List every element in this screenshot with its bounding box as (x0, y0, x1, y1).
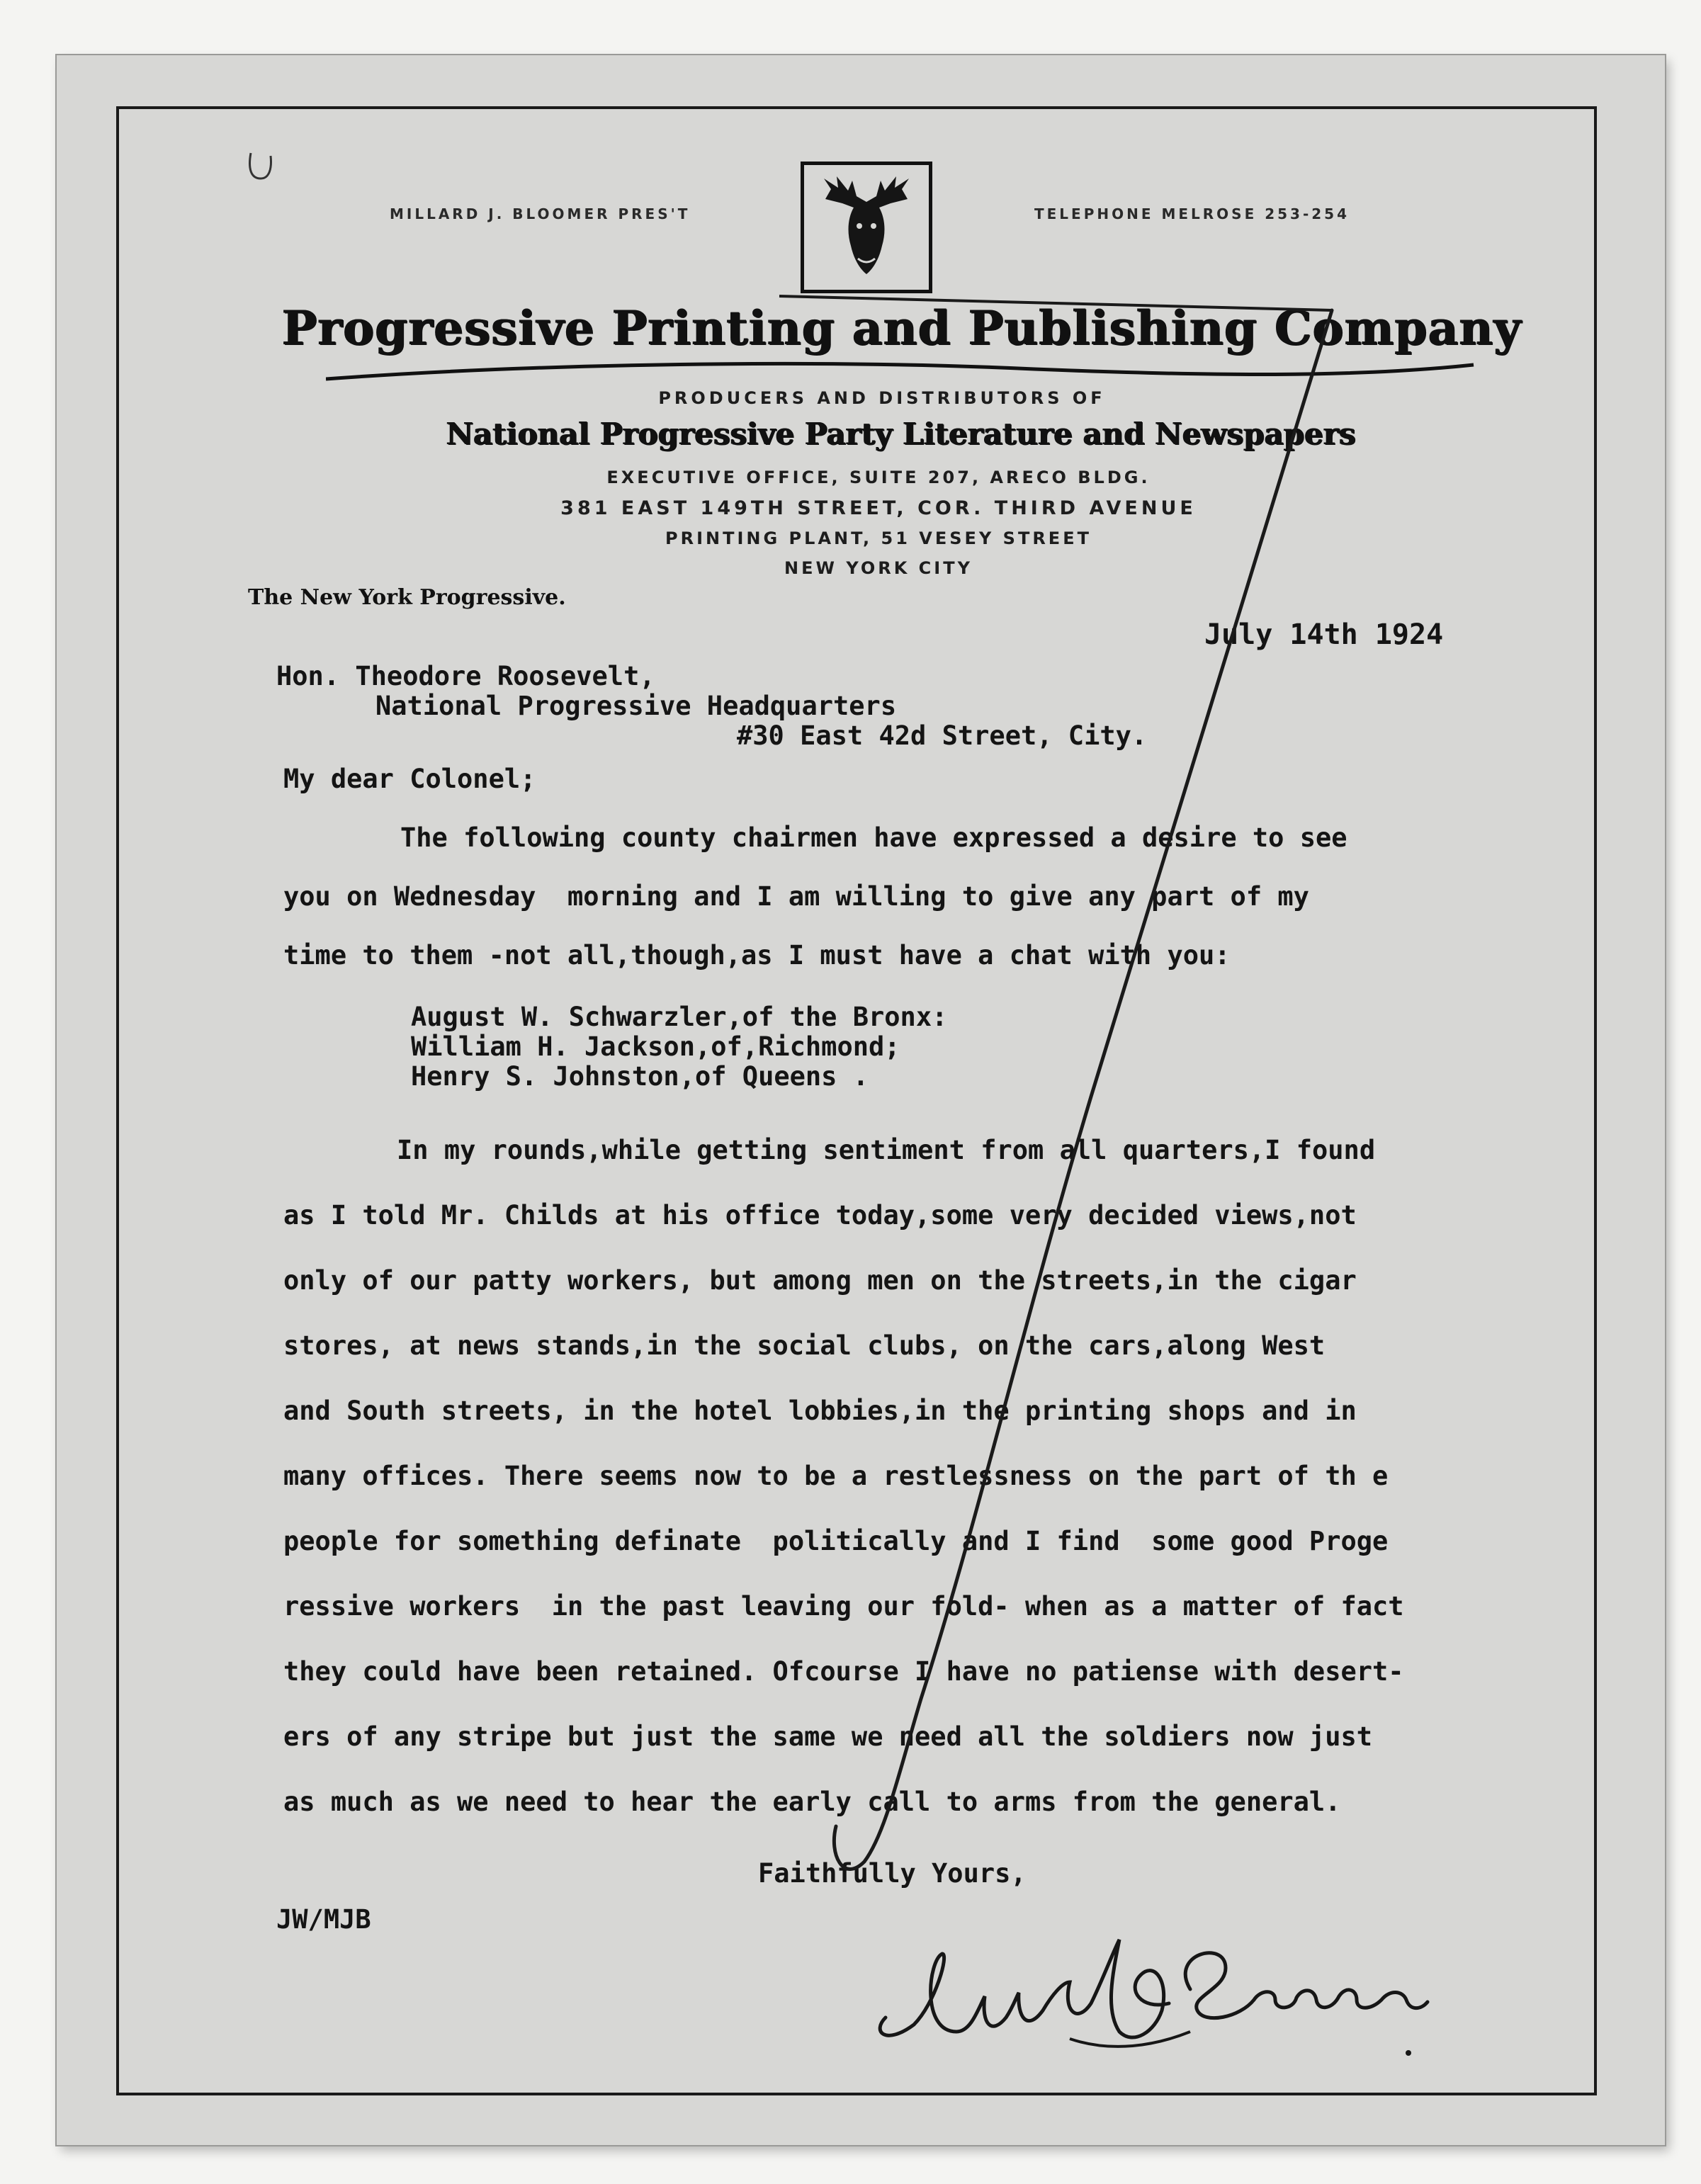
paragraph-1-line: time to them -not all,though,as I must have a chat with you: (283, 940, 1231, 971)
pencil-annotation-seven (694, 282, 1403, 1933)
paragraph-2-line: and South streets, in the hotel lobbies,in the printing shops and in (283, 1396, 1357, 1426)
paragraph-2-line: ers of any stripe but just the same we need all the soldiers now just (283, 1721, 1373, 1752)
literature-line: National Progressive Party Literature and Newspapers (446, 417, 1356, 451)
paragraph-1-line: you on Wednesday morning and I am willing to give any part of my (283, 881, 1309, 912)
paragraph-2-line: ressive workers in the past leaving our fold- when as a matter of fact (283, 1591, 1404, 1622)
paragraph-2-line: people for something definate politically and I find some good Proge (283, 1526, 1389, 1556)
recipient-organization: National Progressive Headquarters (375, 691, 897, 721)
president-line: MILLARD J. BLOOMER PRES'T (390, 205, 691, 222)
closing: Faithfully Yours, (758, 1858, 1027, 1889)
chairman-item: Henry S. Johnston,of Queens . (411, 1061, 869, 1092)
pencil-mark (241, 147, 283, 190)
executive-office-line: EXECUTIVE OFFICE, SUITE 207, ARECO BLDG. (606, 468, 1151, 487)
telephone-line: TELEPHONE MELROSE 253-254 (1034, 205, 1350, 222)
paragraph-2-line: only of our patty workers, but among men on the streets,in the cigar (283, 1265, 1357, 1296)
city-line: NEW YORK CITY (784, 558, 973, 578)
street-address-line: 381 EAST 149TH STREET, COR. THIRD AVENUE (560, 497, 1197, 519)
paragraph-1-line: The following county chairmen have expressed a desire to see (400, 822, 1347, 853)
paragraph-2-line: In my rounds,while getting sentiment from all quarters,I found (397, 1135, 1376, 1165)
chairman-item: August W. Schwarzler,of the Bronx: (411, 1002, 948, 1032)
printing-plant-line: PRINTING PLANT, 51 VESEY STREET (665, 528, 1092, 548)
recipient-name: Hon. Theodore Roosevelt, (276, 661, 655, 691)
recipient-address: #30 East 42d Street, City. (737, 720, 1148, 751)
chairman-item: William H. Jackson,of,Richmond; (411, 1031, 900, 1062)
paragraph-2-line: as I told Mr. Childs at his office today,some very decided views,not (283, 1200, 1357, 1230)
bull-moose-logo (801, 162, 932, 293)
paragraph-2-line: many offices. There seems now to be a restlessness on the part of th e (283, 1461, 1389, 1491)
producers-line: PRODUCERS AND DISTRIBUTORS OF (658, 388, 1106, 408)
moose-head-icon (817, 175, 916, 281)
signature (857, 1911, 1438, 2088)
company-name: Progressive Printing and Publishing Company (282, 300, 1522, 356)
salutation: My dear Colonel; (283, 764, 536, 794)
letter-date: July 14th 1924 (1204, 618, 1444, 651)
paragraph-2-line: as much as we need to hear the early call to arms from the general. (283, 1787, 1341, 1817)
typist-initials: JW/MJB (276, 1904, 371, 1935)
letter-sheet (57, 55, 1665, 2145)
newspaper-stamp: The New York Progressive. (248, 585, 566, 610)
paragraph-2-line: stores, at news stands,in the social clubs, on the cars,along West (283, 1330, 1326, 1361)
paragraph-2-line: they could have been retained. Ofcourse I have no patiense with desert- (283, 1656, 1404, 1687)
